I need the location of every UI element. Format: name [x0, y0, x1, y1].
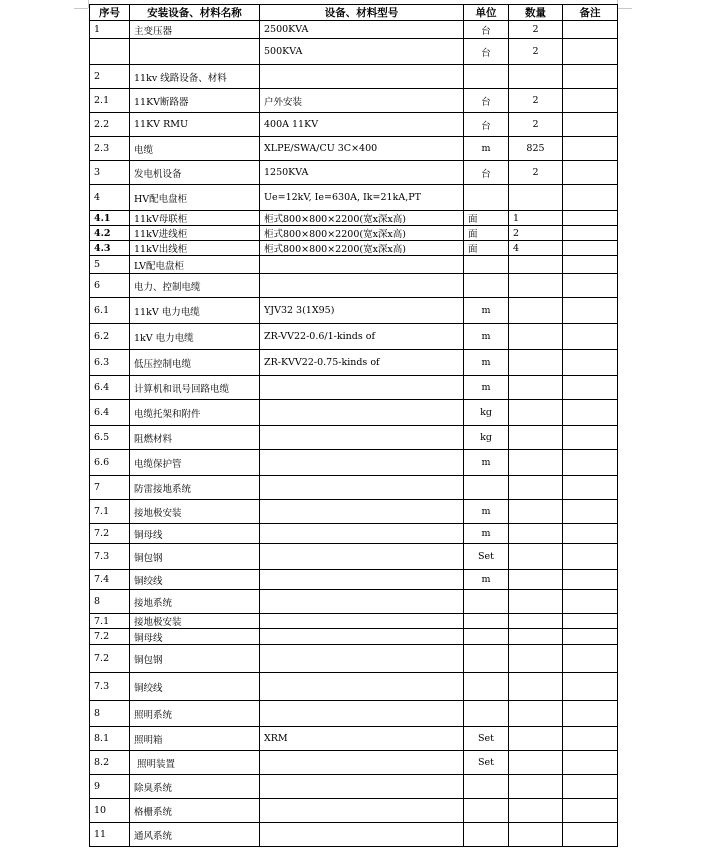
row-unit [464, 775, 509, 799]
row-qty [509, 727, 563, 751]
row-model [260, 544, 464, 570]
row-unit: Set [464, 751, 509, 775]
row-name: 铜绞线 [130, 570, 260, 590]
row-name: 低压控制电缆 [130, 350, 260, 376]
row-no: 7.3 [90, 673, 130, 701]
row-note [563, 400, 618, 426]
row-note [563, 161, 618, 185]
table-row [90, 274, 618, 298]
row-name: 主变压器 [130, 21, 260, 39]
row-qty [509, 400, 563, 426]
row-model: ZR-VV22-0.6/1-kinds of [260, 324, 464, 350]
row-note [563, 544, 618, 570]
row-note [563, 241, 618, 256]
row-note [563, 500, 618, 524]
table-row [90, 137, 618, 161]
row-no: 8 [90, 701, 130, 727]
row-note [563, 211, 618, 226]
table-row [90, 570, 618, 590]
row-no: 7.3 [90, 544, 130, 570]
row-no [90, 39, 130, 65]
row-no: 4.2 [90, 226, 130, 241]
row-model: 柜式800×800×2200(宽x深x高) [260, 241, 464, 256]
row-qty: 2 [509, 39, 563, 65]
row-no: 6 [90, 274, 130, 298]
row-note [563, 256, 618, 274]
table-row [90, 727, 618, 751]
row-unit: m [464, 298, 509, 324]
crop-mark-top-right-h [618, 8, 632, 9]
row-no: 4.1 [90, 211, 130, 226]
row-unit [464, 673, 509, 701]
row-qty [509, 350, 563, 376]
row-no: 6.3 [90, 350, 130, 376]
row-no: 11 [90, 823, 130, 847]
row-name: 铜母线 [130, 524, 260, 544]
row-note [563, 113, 618, 137]
row-note [563, 450, 618, 476]
row-unit: 台 [464, 39, 509, 65]
row-qty [509, 274, 563, 298]
row-qty [509, 324, 563, 350]
header-name: 安装设备、材料名称 [130, 5, 260, 21]
row-name: 11KV RMU [130, 113, 260, 137]
row-name: 铜母线 [130, 629, 260, 645]
row-unit: Set [464, 544, 509, 570]
row-model: 400A 11KV [260, 113, 464, 137]
row-qty [509, 450, 563, 476]
row-name: 电力、控制电缆 [130, 274, 260, 298]
row-note [563, 226, 618, 241]
row-qty: 4 [509, 241, 563, 256]
row-unit: m [464, 324, 509, 350]
row-no: 5 [90, 256, 130, 274]
table-row [90, 185, 618, 211]
row-name: 照明系统 [130, 701, 260, 727]
row-qty [509, 645, 563, 673]
row-model [260, 799, 464, 823]
row-unit [464, 185, 509, 211]
row-qty: 1 [509, 211, 563, 226]
row-note [563, 274, 618, 298]
row-name: LV配电盘柜 [130, 256, 260, 274]
row-qty [509, 476, 563, 500]
row-no: 4 [90, 185, 130, 211]
row-model [260, 256, 464, 274]
table-row [90, 211, 618, 226]
row-name: 计算机和讯号回路电缆 [130, 376, 260, 400]
row-note [563, 701, 618, 727]
table-row [90, 256, 618, 274]
table-row [90, 590, 618, 614]
row-name: 1kV 电力电缆 [130, 324, 260, 350]
row-model [260, 751, 464, 775]
row-unit [464, 823, 509, 847]
row-note [563, 590, 618, 614]
table-row [90, 89, 618, 113]
table-row [90, 350, 618, 376]
table-row [90, 39, 618, 65]
row-unit: m [464, 570, 509, 590]
row-model [260, 500, 464, 524]
row-no: 2.1 [90, 89, 130, 113]
table-row [90, 426, 618, 450]
row-unit [464, 645, 509, 673]
row-model: Ue=12kV, Ie=630A, Ik=21kA,PT [260, 185, 464, 211]
row-model [260, 400, 464, 426]
row-unit: m [464, 350, 509, 376]
row-unit: 台 [464, 113, 509, 137]
row-qty [509, 376, 563, 400]
row-model [260, 645, 464, 673]
row-qty [509, 590, 563, 614]
row-model [260, 673, 464, 701]
row-note [563, 426, 618, 450]
row-no: 7.2 [90, 645, 130, 673]
row-note [563, 185, 618, 211]
row-model: XRM [260, 727, 464, 751]
row-qty [509, 823, 563, 847]
row-qty [509, 570, 563, 590]
row-qty [509, 775, 563, 799]
row-no: 7.1 [90, 614, 130, 629]
row-model: 柜式800×800×2200(宽x深x高) [260, 226, 464, 241]
row-model [260, 476, 464, 500]
row-name: 照明箱 [130, 727, 260, 751]
table-row [90, 701, 618, 727]
row-no: 7 [90, 476, 130, 500]
row-note [563, 751, 618, 775]
row-model [260, 524, 464, 544]
row-model [260, 570, 464, 590]
row-note [563, 775, 618, 799]
table-row [90, 500, 618, 524]
row-unit: 面 [464, 226, 509, 241]
row-model [260, 450, 464, 476]
row-unit [464, 629, 509, 645]
row-qty: 2 [509, 226, 563, 241]
row-model [260, 65, 464, 89]
row-qty: 2 [509, 21, 563, 39]
row-note [563, 298, 618, 324]
row-name: 铜包钢 [130, 645, 260, 673]
table-row [90, 113, 618, 137]
row-qty: 2 [509, 113, 563, 137]
table-row [90, 673, 618, 701]
row-note [563, 39, 618, 65]
row-name: 铜绞线 [130, 673, 260, 701]
row-model [260, 590, 464, 614]
row-name: 11KV断路器 [130, 89, 260, 113]
row-note [563, 614, 618, 629]
table-row [90, 614, 618, 629]
row-name: HV配电盘柜 [130, 185, 260, 211]
row-qty: 2 [509, 161, 563, 185]
row-note [563, 137, 618, 161]
row-name: 通风系统 [130, 823, 260, 847]
row-model [260, 274, 464, 298]
row-note [563, 524, 618, 544]
table-row [90, 241, 618, 256]
row-note [563, 823, 618, 847]
row-note [563, 629, 618, 645]
row-unit: kg [464, 426, 509, 450]
row-unit: 面 [464, 241, 509, 256]
row-qty [509, 185, 563, 211]
row-unit [464, 701, 509, 727]
row-qty [509, 799, 563, 823]
row-qty: 2 [509, 89, 563, 113]
row-unit: Set [464, 727, 509, 751]
row-unit [464, 256, 509, 274]
table-header-row [90, 5, 618, 21]
row-name: 格栅系统 [130, 799, 260, 823]
row-no: 8.2 [90, 751, 130, 775]
row-name: 照明装置 [130, 751, 260, 775]
row-note [563, 645, 618, 673]
equipment-materials-table [89, 4, 618, 847]
table-row [90, 226, 618, 241]
row-name: 除臭系统 [130, 775, 260, 799]
row-qty [509, 500, 563, 524]
row-qty [509, 673, 563, 701]
table-row [90, 544, 618, 570]
row-no: 6.4 [90, 400, 130, 426]
row-name: 11kv 线路设备、材料 [130, 65, 260, 89]
row-unit [464, 65, 509, 89]
row-model: ZR-KVV22-0.75-kinds of [260, 350, 464, 376]
row-note [563, 324, 618, 350]
row-model [260, 823, 464, 847]
row-unit: m [464, 500, 509, 524]
row-model: 500KVA [260, 39, 464, 65]
row-unit: 台 [464, 161, 509, 185]
row-qty [509, 256, 563, 274]
row-name: 接地极安装 [130, 614, 260, 629]
table-row [90, 629, 618, 645]
table-row [90, 645, 618, 673]
row-model: XLPE/SWA/CU 3C×400 [260, 137, 464, 161]
row-no: 7.4 [90, 570, 130, 590]
header-note: 备注 [563, 5, 618, 21]
table-row [90, 400, 618, 426]
table-row [90, 450, 618, 476]
table-row [90, 476, 618, 500]
row-unit: m [464, 137, 509, 161]
table-row [90, 21, 618, 39]
row-note [563, 476, 618, 500]
row-model: 1250KVA [260, 161, 464, 185]
row-name: 11kV进线柜 [130, 226, 260, 241]
row-no: 10 [90, 799, 130, 823]
row-model: 2500KVA [260, 21, 464, 39]
row-note [563, 89, 618, 113]
row-name: 发电机设备 [130, 161, 260, 185]
table-row [90, 775, 618, 799]
row-model [260, 426, 464, 450]
row-name: 11kV 电力电缆 [130, 298, 260, 324]
header-qty: 数量 [509, 5, 563, 21]
row-qty [509, 629, 563, 645]
row-unit [464, 590, 509, 614]
row-no: 6.4 [90, 376, 130, 400]
row-name: 防雷接地系统 [130, 476, 260, 500]
header-no: 序号 [90, 5, 130, 21]
row-qty [509, 298, 563, 324]
header-unit: 单位 [464, 5, 509, 21]
row-name: 电缆保护管 [130, 450, 260, 476]
row-qty: 825 [509, 137, 563, 161]
row-unit [464, 274, 509, 298]
row-model [260, 629, 464, 645]
row-name: 接地系统 [130, 590, 260, 614]
row-model [260, 775, 464, 799]
table-row [90, 161, 618, 185]
row-note [563, 673, 618, 701]
row-name: 电缆 [130, 137, 260, 161]
crop-mark-top-left-h [74, 8, 88, 9]
table-row [90, 298, 618, 324]
row-qty [509, 544, 563, 570]
table-row [90, 324, 618, 350]
table-row [90, 376, 618, 400]
row-note [563, 570, 618, 590]
row-unit: 台 [464, 21, 509, 39]
row-no: 8.1 [90, 727, 130, 751]
header-model: 设备、材料型号 [260, 5, 464, 21]
table-row [90, 823, 618, 847]
row-unit: m [464, 376, 509, 400]
table-row [90, 799, 618, 823]
row-no: 4.3 [90, 241, 130, 256]
table-row [90, 751, 618, 775]
row-model [260, 701, 464, 727]
row-unit [464, 476, 509, 500]
row-name [130, 39, 260, 65]
row-note [563, 376, 618, 400]
row-unit: m [464, 524, 509, 544]
row-note [563, 350, 618, 376]
row-model: 柜式800×800×2200(宽x深x高) [260, 211, 464, 226]
row-qty [509, 65, 563, 89]
row-no: 6.2 [90, 324, 130, 350]
row-note [563, 799, 618, 823]
row-name: 阻燃材料 [130, 426, 260, 450]
row-qty [509, 751, 563, 775]
row-name: 铜包钢 [130, 544, 260, 570]
row-name: 电缆托架和附件 [130, 400, 260, 426]
row-unit [464, 799, 509, 823]
row-model: 户外安装 [260, 89, 464, 113]
row-qty [509, 614, 563, 629]
table-row [90, 524, 618, 544]
row-no: 6.1 [90, 298, 130, 324]
row-note [563, 65, 618, 89]
row-name: 11kV母联柜 [130, 211, 260, 226]
row-qty [509, 426, 563, 450]
row-name: 接地极安装 [130, 500, 260, 524]
row-no: 6.6 [90, 450, 130, 476]
row-unit: 面 [464, 211, 509, 226]
table-row [90, 65, 618, 89]
row-qty [509, 524, 563, 544]
row-no: 7.2 [90, 524, 130, 544]
row-note [563, 21, 618, 39]
row-unit: 台 [464, 89, 509, 113]
row-unit [464, 614, 509, 629]
row-no: 2 [90, 65, 130, 89]
row-qty [509, 701, 563, 727]
row-model: YJV32 3(1X95) [260, 298, 464, 324]
row-no: 7.2 [90, 629, 130, 645]
row-no: 2.2 [90, 113, 130, 137]
document-page [89, 4, 618, 847]
row-no: 3 [90, 161, 130, 185]
row-note [563, 727, 618, 751]
row-name: 11kV出线柜 [130, 241, 260, 256]
row-no: 2.3 [90, 137, 130, 161]
row-model [260, 376, 464, 400]
row-no: 9 [90, 775, 130, 799]
row-unit: kg [464, 400, 509, 426]
row-no: 1 [90, 21, 130, 39]
row-no: 7.1 [90, 500, 130, 524]
row-no: 6.5 [90, 426, 130, 450]
row-unit: m [464, 450, 509, 476]
row-no: 8 [90, 590, 130, 614]
row-model [260, 614, 464, 629]
